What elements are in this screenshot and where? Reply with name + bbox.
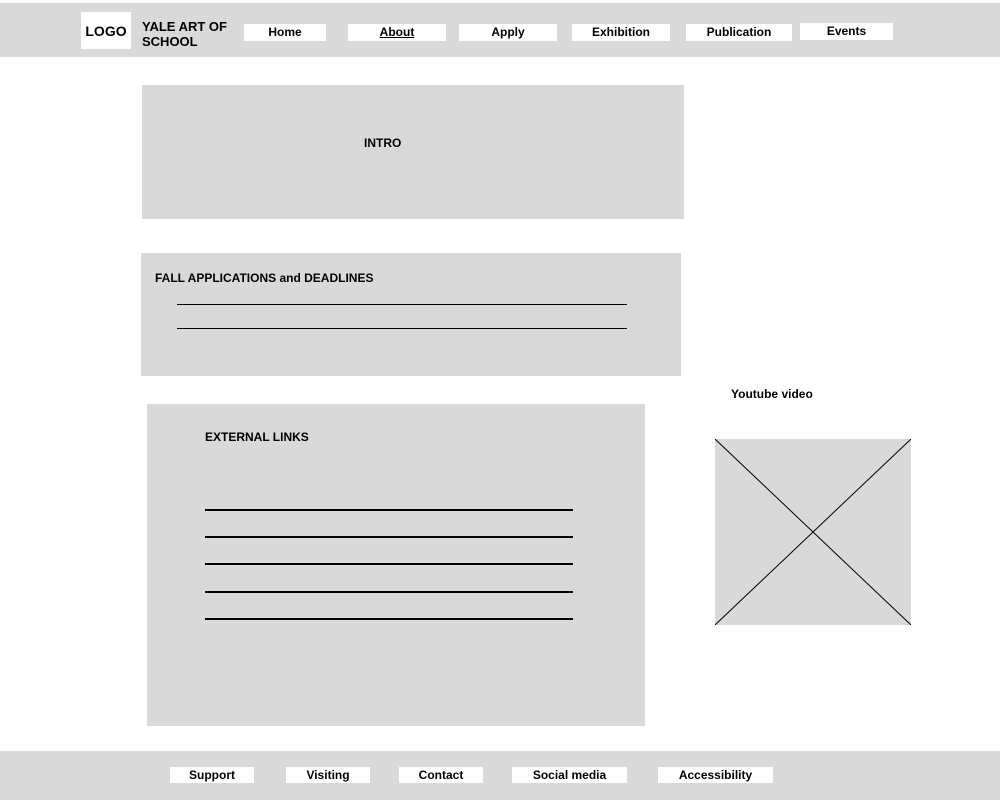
fall-applications-section [141,253,681,376]
footer-accessibility[interactable]: Accessibility [658,767,773,783]
footer-visiting[interactable]: Visiting [286,767,370,783]
logo[interactable]: LOGO [81,12,131,49]
external-link-line[interactable] [205,563,573,565]
site-footer [0,751,1000,800]
external-link-line[interactable] [205,591,573,593]
nav-events[interactable]: Events [800,23,893,40]
footer-contact[interactable]: Contact [399,767,483,783]
site-title: YALE ART OF SCHOOL [142,19,227,49]
deadline-line[interactable] [177,328,627,329]
nav-apply[interactable]: Apply [459,24,557,41]
footer-social-media[interactable]: Social media [512,767,627,783]
external-links-section [147,404,645,726]
placeholder-cross-icon [715,439,911,625]
nav-about[interactable]: About [348,24,446,41]
external-link-line[interactable] [205,536,573,538]
nav-publication[interactable]: Publication [686,24,792,41]
footer-support[interactable]: Support [170,767,254,783]
nav-exhibition[interactable]: Exhibition [572,24,670,41]
external-link-line[interactable] [205,509,573,511]
deadline-line[interactable] [177,304,627,305]
fall-applications-label: FALL APPLICATIONS and DEADLINES [155,271,374,285]
nav-home[interactable]: Home [244,24,326,41]
intro-label: INTRO [364,136,402,150]
intro-section [142,85,684,219]
external-links-label: EXTERNAL LINKS [205,430,309,444]
external-link-line[interactable] [205,618,573,620]
youtube-video-placeholder[interactable] [715,439,911,625]
youtube-video-label: Youtube video [731,387,813,401]
site-header [0,3,1000,57]
